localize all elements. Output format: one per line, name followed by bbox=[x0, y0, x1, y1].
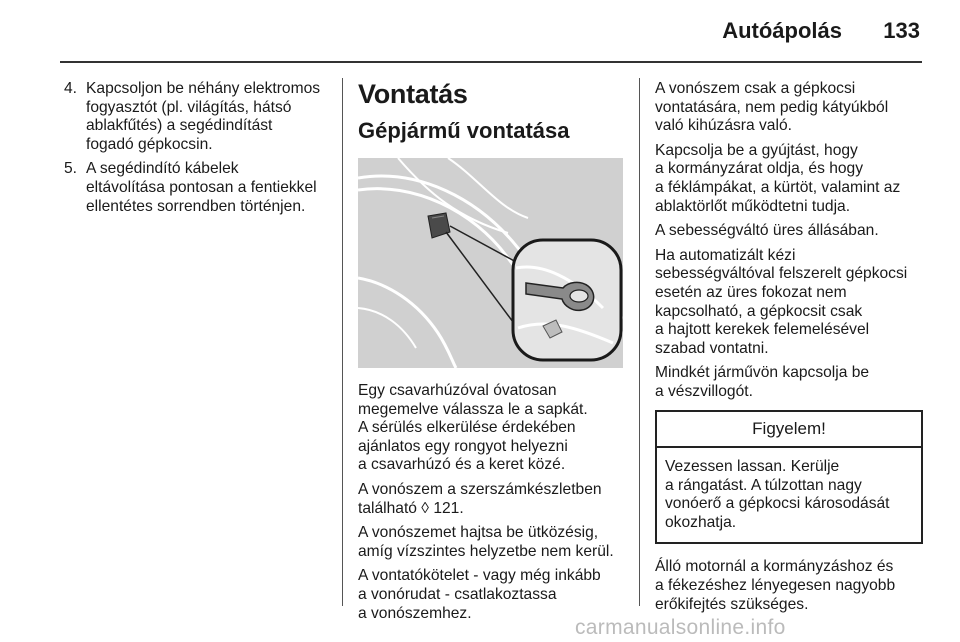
list-item bbox=[64, 160, 326, 216]
warning-text: Vezessen lassan. Kerülje a rángatást. A túlzottan nagy vonóerő a gépkocsi károsodását okozhatja. bbox=[665, 458, 890, 531]
paragraph: Egy csavarhúzóval óvatosan megemelve válassza le a sapkát. A sérülés elkerülése érdekében ajánlatos egy rongyot helyezni a csavarhúzó és a keret közé. bbox=[358, 382, 588, 474]
list-item-number: 4. bbox=[64, 80, 78, 97]
column-1 bbox=[64, 80, 326, 222]
page-number: 133 bbox=[883, 18, 920, 43]
list-item-number: 5. bbox=[64, 160, 78, 178]
paragraph: Álló motornál a kormányzáshoz és a fékezéshez lényegesen nagyobb erőkifejtés szükséges. bbox=[655, 558, 896, 613]
column-divider-1 bbox=[342, 78, 343, 606]
watermark: carmanualsonline.info bbox=[575, 616, 786, 639]
column-3 bbox=[655, 80, 923, 620]
paragraph: A sebességváltó üres állásában. bbox=[655, 222, 879, 240]
paragraph-tow-eye-location: A vonószem a szerszámkészletben található ◊ 121. bbox=[358, 480, 602, 517]
section-heading: Vontatás bbox=[358, 79, 468, 109]
list-item bbox=[64, 80, 326, 154]
numbered-list bbox=[64, 80, 326, 216]
paragraph: Ha automatizált kézi sebességváltóval felszerelt gépkocsi esetén az üres fokozat nem kapcsolható, a gépkocsit csak a hajtott kerekek felemelésével szabad vontatni. bbox=[655, 246, 908, 357]
subsection-heading: Gépjármű vontatása bbox=[358, 118, 570, 143]
column-divider-2 bbox=[639, 78, 640, 606]
paragraph: A vonószem csak a gépkocsi vontatására, nem pedig kátyúkból való kihúzásra való. bbox=[655, 80, 889, 135]
header-divider bbox=[60, 61, 922, 63]
warning-title: Figyelem! bbox=[657, 412, 921, 449]
column-2 bbox=[358, 80, 628, 629]
tow-eye-drawing bbox=[358, 158, 623, 368]
section-title: Autóápolás bbox=[722, 18, 842, 43]
tow-eye-illustration bbox=[358, 158, 623, 368]
warning-box bbox=[655, 410, 923, 545]
list-item-text: Kapcsoljon be néhány elektromos fogyasztót (pl. világítás, hátsó ablakfűtés) a segédindítást fogadó gépkocsin. bbox=[86, 80, 321, 153]
paragraph: A vontatókötelet - vagy még inkább a vonórudat - csatlakoztassa a vonószemhez. bbox=[358, 567, 601, 622]
paragraph: Kapcsolja be a gyújtást, hogy a kormányzárat oldja, és hogy a féklámpákat, a kürtöt, valamint az ablaktörlőt működtetni tudja. bbox=[655, 141, 901, 215]
page-header bbox=[0, 0, 960, 60]
paragraph: Mindkét járművön kapcsolja be a vészvillogót. bbox=[655, 364, 870, 400]
paragraph: A vonószemet hajtsa be ütközésig, amíg vízszintes helyzetbe nem kerül. bbox=[358, 524, 614, 560]
list-item-text: A segédindító kábelek eltávolítása pontosan a fentiekkel ellentétes sorrendben történjen. bbox=[86, 160, 317, 215]
